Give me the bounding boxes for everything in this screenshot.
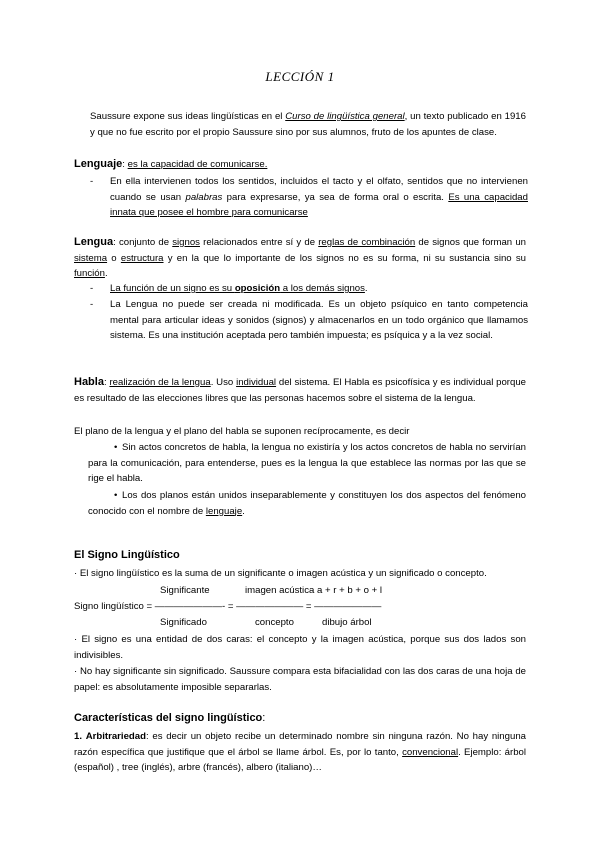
bullet-dash: - [90, 299, 94, 310]
bullet-dot: • [114, 442, 118, 453]
term-lengua: Lengua [74, 236, 114, 248]
arbitrariedad-text-end: . Ejemplo: árbol (español) , tree (inglés), arbre (francés), albero (italiano)… [74, 746, 526, 773]
term-lenguaje: Lenguaje [74, 158, 123, 170]
lengua-u-funcion: función [74, 268, 105, 279]
signo-p1: · El signo lingüístico es la suma de un significante o imagen acústica y un significado o concepto. [74, 568, 487, 579]
item-number: 1. [74, 731, 83, 742]
habla-text: . Uso [210, 377, 237, 388]
arbitrariedad-text: : es decir un objeto recibe un determinado nombre sin ninguna razón. No hay ninguna razón específica que justifique que el árbol se llame árbol. Es, por lo tanto, [74, 731, 526, 758]
bullet-dot: • [114, 490, 118, 501]
habla-definition [74, 375, 526, 406]
arbitrariedad-u-convencional: convencional [402, 746, 459, 758]
planos-intro: El plano de la lengua y el plano del habla se suponen recíprocamente, es decir [74, 426, 410, 437]
table-bottom-2: concepto [255, 617, 294, 628]
planos-b2-underlined: lenguaje [205, 505, 243, 517]
lengua-text: y en la que lo importante de los signos no es su forma, ni su sustancia sino su [163, 252, 526, 264]
intro-paragraph [90, 109, 526, 140]
page-title: LECCIÓN 1 [265, 69, 335, 84]
habla-text: : [103, 377, 110, 388]
lengua-bullet-1 [110, 281, 528, 297]
lengua-b1-pre: La función de un signo es su [110, 283, 235, 294]
lengua-b1-underlined [110, 283, 365, 294]
caracteristicas-heading [74, 711, 265, 727]
table-bottom-1: Significado [160, 617, 207, 628]
planos-bullet-1: Sin actos concretos de habla, la lengua no existiría y los actos concretos de habla no servirían para la comunicación, para entenderse, pues es la lengua la que establece las normas por las que se rige el habla. [88, 442, 526, 484]
item-label: Arbitrariedad [85, 731, 146, 742]
lengua-text: . [104, 268, 108, 279]
lenguaje-bullet-em: palabras [185, 191, 223, 203]
signo-p3: · No hay significante sin significado. Saussure compara esta bifacialidad con las dos caras de una hoja de papel: es absolutamente imposible separarlas. [74, 666, 526, 693]
table-top-3: a + r + b + o + l [317, 585, 383, 596]
term-habla: Habla [74, 376, 104, 388]
intro-text: Saussure expone sus ideas lingüísticas en el [90, 111, 286, 122]
lengua-text: : conjunto de [113, 237, 173, 248]
planos-bullet-2 [88, 488, 526, 519]
lengua-b1-post: a los demás signos [280, 283, 365, 294]
lengua-u-reglas: reglas de combinación [318, 237, 416, 248]
lengua-text: relacionados entre sí y de [199, 237, 319, 248]
signo-p2: · El signo es una entidad de dos caras: el concepto y la imagen acústica, porque sus dos lados son indivisibles. [74, 634, 526, 661]
lenguaje-bullet-text: En ella intervienen todos los sentidos, incluidos el tacto y el olfato, sentidos que no intervienen cuando se usan [110, 176, 528, 203]
lenguaje-definition [74, 157, 526, 173]
lengua-bullet-2: La Lengua no puede ser creada ni modificada. Es un objeto psíquico en tanto competencia mental para articular ideas y sonidos (signos) y almacenarlos en un todo orgánico que llamamos sistema. Es una institución aceptada pero también impuesta; es psíquica y a la vez social. [110, 299, 528, 341]
lengua-u-signos: signos [172, 237, 200, 248]
lengua-u-sistema: sistema [74, 252, 108, 264]
table-mid: Signo lingüístico = ———————- = ——————— = ——————— [74, 601, 382, 612]
table-top-2: imagen acústica [245, 585, 315, 596]
table-bottom-3: dibujo árbol [322, 617, 372, 628]
bullet-dash: - [90, 283, 94, 294]
lengua-b1-end: . [364, 283, 368, 294]
lenguaje-bullet [110, 174, 528, 221]
separator: : [122, 159, 128, 170]
planos-b2-text: Los dos planos están unidos inseparablemente y constituyen los dos aspectos del fenómeno conocido con el nombre de [88, 490, 526, 517]
bullet-dash: - [90, 176, 94, 187]
heading-colon: : [262, 712, 266, 724]
habla-u-realizacion: realización de la lengua [109, 377, 211, 388]
lenguaje-bullet-underlined: Es una capacidad innata que posee el hombre para comunicarse [110, 191, 528, 218]
lenguaje-def: es la capacidad de comunicarse. [127, 159, 268, 170]
habla-u-individual: individual [236, 377, 277, 388]
signo-heading: El Signo Lingüístico [74, 549, 180, 561]
table-top-1: Significante [160, 585, 210, 596]
planos-b2-end: . [242, 505, 245, 517]
intro-text-end: , un texto publicado en 1916 y que no fue escrito por el propio Saussure sino por sus alumnos, fruto de los apuntes de clase. [90, 111, 526, 138]
caracteristicas-heading-text: Características del signo lingüístico [74, 712, 263, 724]
lenguaje-bullet-mid: para expresarse, ya sea de forma oral o escrita. [222, 191, 449, 203]
book-title-link[interactable]: Curso de lingüística general [285, 111, 405, 122]
lengua-b1-strong: oposición [234, 283, 281, 294]
habla-text: del sistema. El Habla es psicofísica y es individual porque es resultado de las elecciones libres que las personas hacemos sobre el sistema de la lengua. [74, 377, 527, 404]
lengua-text: o [107, 252, 121, 264]
lengua-u-estructura: estructura [120, 252, 164, 264]
lengua-definition [74, 235, 526, 282]
lengua-text: de signos que forman un [415, 237, 526, 248]
arbitrariedad-paragraph [74, 729, 526, 776]
